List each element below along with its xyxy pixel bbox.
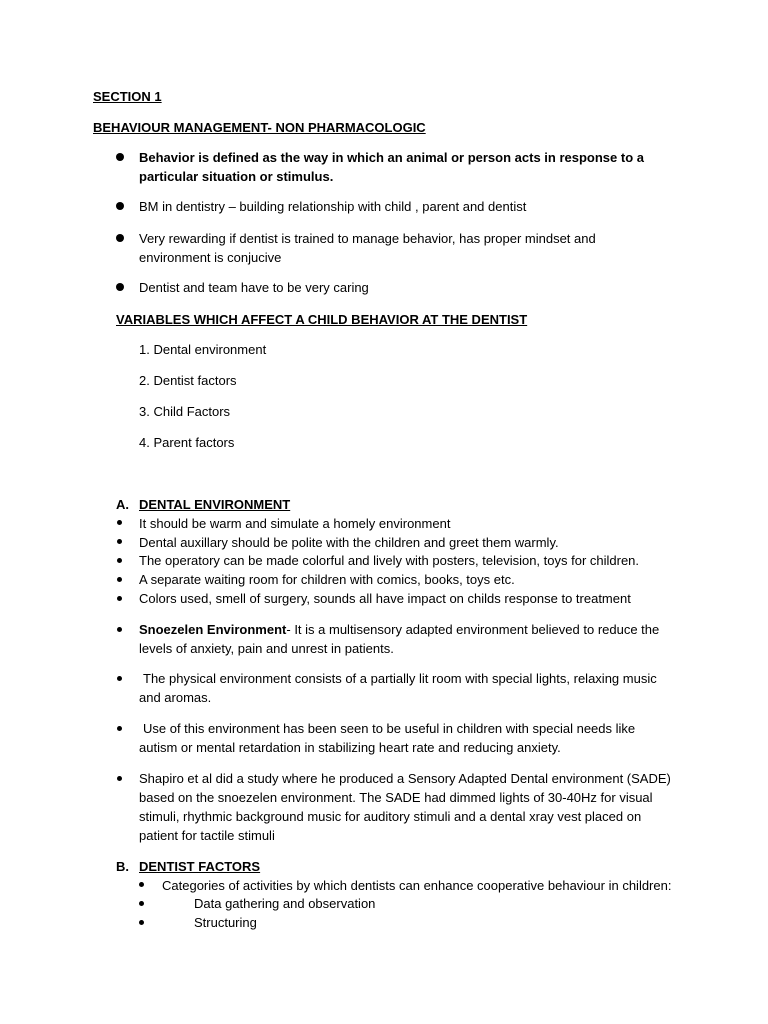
use-line-2: autism or mental retardation in stabilizing heart rate and reducing anxiety. <box>139 740 561 755</box>
main-heading: BEHAVIOUR MANAGEMENT- NON PHARMACOLOGIC <box>93 120 426 135</box>
variables-item-4: 4. Parent factors <box>139 435 235 450</box>
section-a-bullet-1: It should be warm and simulate a homely environment <box>139 516 451 531</box>
shapiro-line-3: stimuli, rhythmic background music for auditory stimuli and a dental xray vest placed on <box>139 809 642 824</box>
bullet-dot <box>117 726 122 731</box>
bullet-dot <box>139 882 144 887</box>
shapiro-line-4: patient for tactile stimuli <box>139 828 275 843</box>
bullet-dot <box>116 234 124 242</box>
intro-bullet-2: BM in dentistry – building relationship with child , parent and dentist <box>139 199 527 214</box>
section-a-bullet-5: Colors used, smell of surgery, sounds all have impact on childs response to treatment <box>139 591 631 606</box>
shapiro-line-2: based on the snoezelen environment. The SADE had dimmed lights of 30-40Hz for visual <box>139 790 653 805</box>
bullet-dot <box>117 676 122 681</box>
intro-bullet-3-line-2: environment is conjucive <box>139 250 282 265</box>
bullet-dot <box>139 901 144 906</box>
bullet-dot <box>117 539 122 544</box>
shapiro-line-1: Shapiro et al did a study where he produced a Sensory Adapted Dental environment (SADE) <box>139 771 671 786</box>
snoezelen-definition: - It is a multisensory adapted environment believed to reduce the <box>286 622 660 637</box>
intro-bullet-1-line-2: particular situation or stimulus. <box>139 169 334 184</box>
bullet-dot <box>117 776 122 781</box>
bullet-dot <box>116 153 124 161</box>
intro-bullet-1-line-1: Behavior is defined as the way in which an animal or person acts in response to a <box>139 150 644 165</box>
bullet-dot <box>139 920 144 925</box>
variables-item-1: 1. Dental environment <box>139 342 267 357</box>
section-b-bullet-3: Structuring <box>194 915 257 930</box>
bullet-dot <box>117 627 122 632</box>
physical-line-1: The physical environment consists of a partially lit room with special lights, relaxing music <box>143 671 657 686</box>
bullet-dot <box>117 596 122 601</box>
bullet-dot <box>117 520 122 525</box>
section-b-heading: DENTIST FACTORS <box>139 859 261 874</box>
bullet-dot <box>117 558 122 563</box>
intro-bullet-3-line-1: Very rewarding if dentist is trained to manage behavior, has proper mindset and <box>139 231 596 246</box>
intro-bullet-4: Dentist and team have to be very caring <box>139 280 369 295</box>
section-a-marker: A. <box>116 497 129 512</box>
section-b-marker: B. <box>116 859 129 874</box>
snoezelen-line-1 <box>139 620 659 639</box>
variables-item-2: 2. Dentist factors <box>139 373 237 388</box>
physical-line-2: and aromas. <box>139 690 212 705</box>
section-title: SECTION 1 <box>93 89 162 104</box>
section-b-bullet-1: Categories of activities by which dentists can enhance cooperative behaviour in children: <box>162 878 672 893</box>
snoezelen-line-2: levels of anxiety, pain and unrest in patients. <box>139 641 394 656</box>
use-line-1: Use of this environment has been seen to be useful in children with special needs like <box>143 721 636 736</box>
variables-heading: VARIABLES WHICH AFFECT A CHILD BEHAVIOR AT THE DENTIST <box>116 312 528 327</box>
bullet-dot <box>116 283 124 291</box>
section-a-bullet-2: Dental auxillary should be polite with the children and greet them warmly. <box>139 535 559 550</box>
variables-item-3: 3. Child Factors <box>139 404 231 419</box>
bullet-dot <box>116 202 124 210</box>
section-a-bullet-3: The operatory can be made colorful and lively with posters, television, toys for children. <box>139 553 640 568</box>
section-a-bullet-4: A separate waiting room for children with comics, books, toys etc. <box>139 572 515 587</box>
snoezelen-term: Snoezelen Environment <box>139 622 287 637</box>
section-b-bullet-2: Data gathering and observation <box>194 896 376 911</box>
section-a-heading: DENTAL ENVIRONMENT <box>139 497 291 512</box>
bullet-dot <box>117 577 122 582</box>
